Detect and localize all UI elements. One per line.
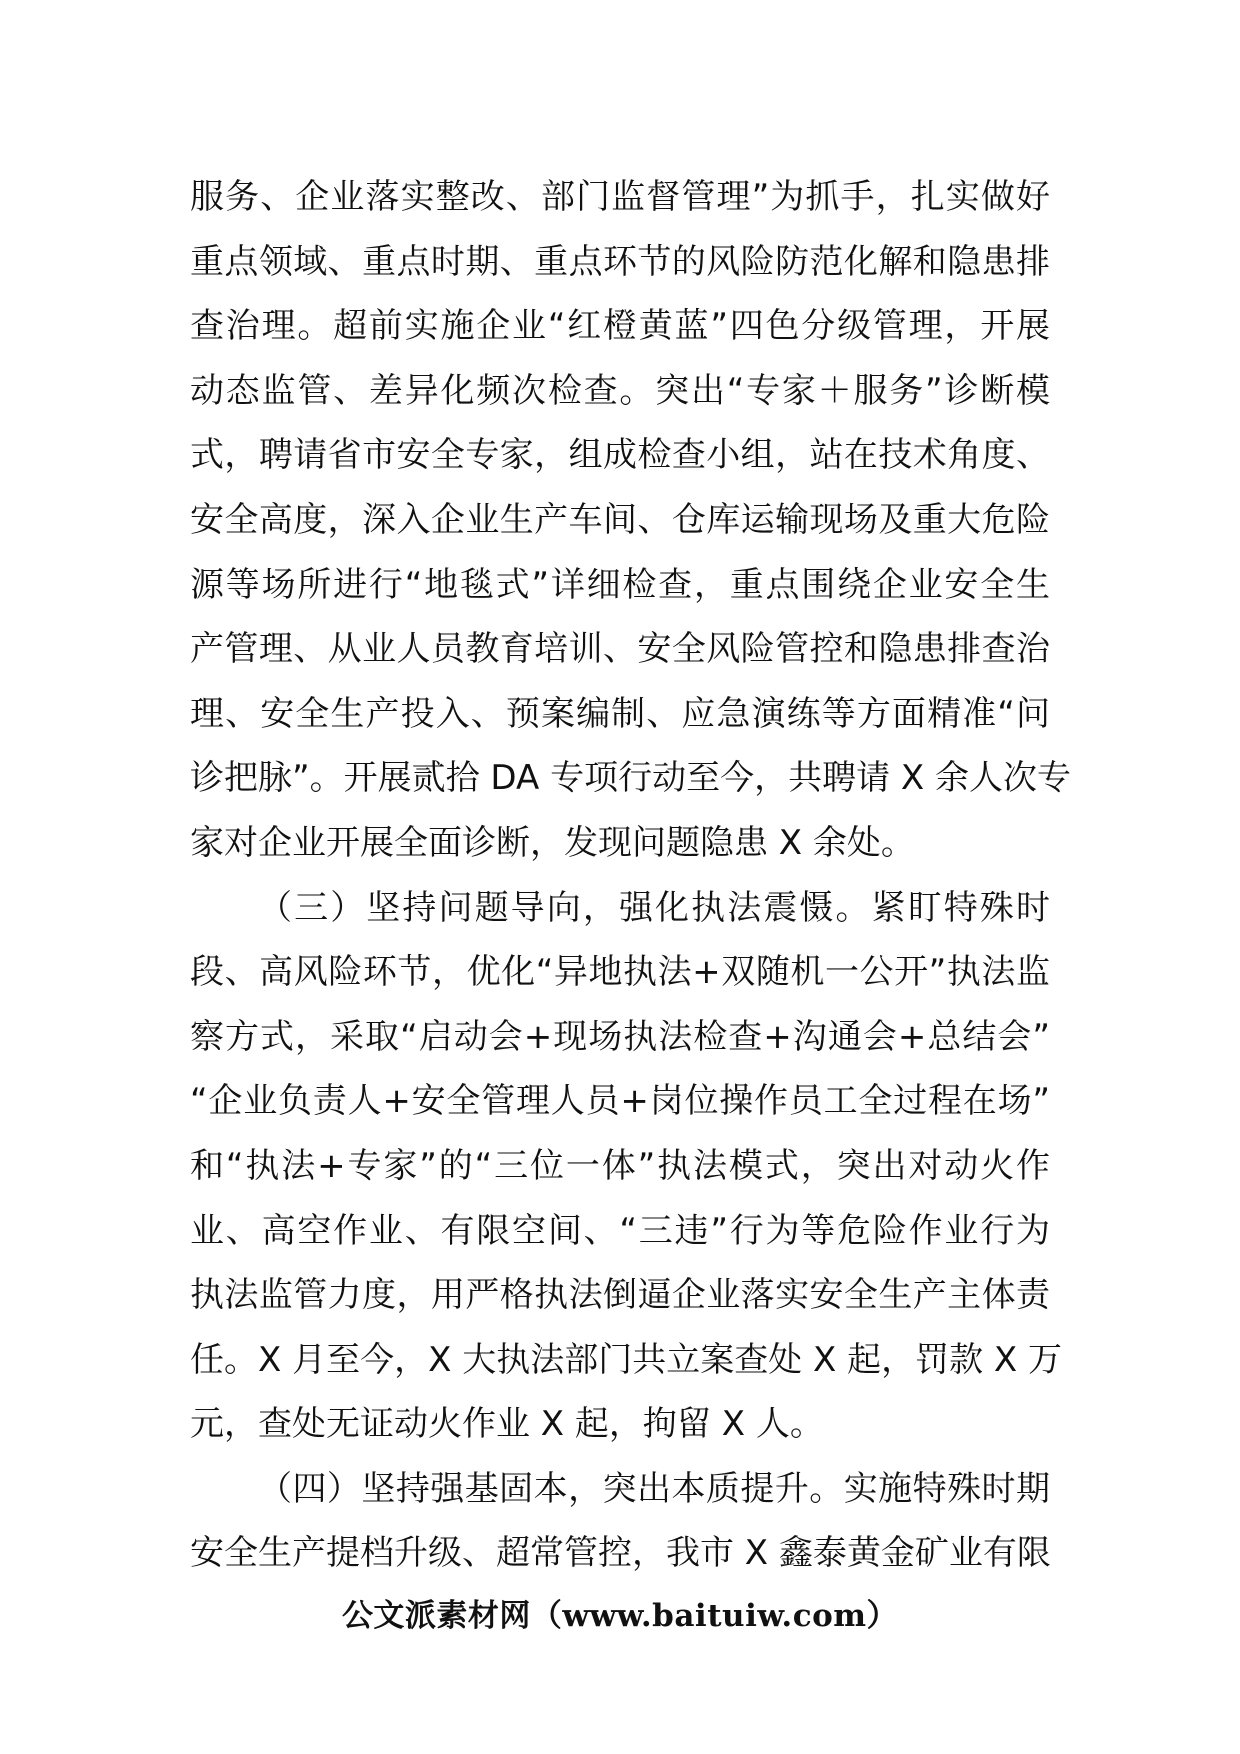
text-line: 诊把脉”。开展贰拾 DA 专项行动至今，共聘请 X 余人次专 xyxy=(190,758,1071,799)
text-line: “企业负责人+安全管理人员+岗位操作员工全过程在场” xyxy=(190,1081,1050,1122)
text-line: 安全高度，深入企业生产车间、仓库运输现场及重大危险 xyxy=(190,499,1050,540)
text-line: 查治理。超前实施企业“红橙黄蓝”四色分级管理，开展 xyxy=(190,306,1050,347)
text-line: 重点领域、重点时期、重点环节的风险防范化解和隐患排 xyxy=(190,241,1050,282)
text-line: 任。X 月至今，X 大执法部门共立案查处 X 起，罚款 X 万 xyxy=(190,1339,1063,1380)
text-line: 式，聘请省市安全专家，组成检查小组，站在技术角度、 xyxy=(190,435,1050,476)
text-line: 元，查处无证动火作业 X 起，拘留 X 人。 xyxy=(190,1404,824,1445)
paragraph xyxy=(190,876,1063,1457)
text-line: 安全生产提档升级、超常管控，我市 X 鑫泰黄金矿业有限 xyxy=(190,1533,1051,1574)
text-line: 服务、企业落实整改、部门监督管理”为抓手，扎实做好 xyxy=(190,177,1050,217)
footer-watermark: 公文派素材网（www.baituiw.com） xyxy=(341,1598,899,1634)
text-line: 段、高风险环节，优化“异地执法+双随机一公开”执法监 xyxy=(190,952,1050,993)
text-line: （三）坚持问题导向，强化执法震慑。紧盯特殊时 xyxy=(258,887,1050,928)
text-line: 察方式，采取“启动会+现场执法检查+沟通会+总结会” xyxy=(190,1016,1050,1057)
text-line: 业、高空作业、有限空间、“三违”行为等危险作业行为 xyxy=(190,1210,1050,1251)
paragraph xyxy=(190,165,1071,876)
text-line: 源等场所进行“地毯式”详细检查，重点围绕企业安全生 xyxy=(190,564,1050,605)
text-line: 执法监管力度，用严格执法倒逼企业落实安全生产主体责 xyxy=(190,1275,1050,1316)
text-line: 理、安全生产投入、预案编制、应急演练等方面精准“问 xyxy=(190,693,1050,734)
paragraph xyxy=(190,1457,1050,1586)
text-line: 家对企业开展全面诊断，发现问题隐患 X 余处。 xyxy=(190,822,915,863)
text-line: 和“执法+专家”的“三位一体”执法模式，突出对动火作 xyxy=(190,1145,1050,1186)
text-line: 动态监管、差异化频次检查。突出“专家＋服务”诊断模 xyxy=(190,370,1050,411)
document-body xyxy=(190,165,1071,1586)
text-line: 产管理、从业人员教育培训、安全风险管控和隐患排查治 xyxy=(190,629,1050,670)
text-line: （四）坚持强基固本，突出本质提升。实施特殊时期 xyxy=(258,1468,1050,1509)
